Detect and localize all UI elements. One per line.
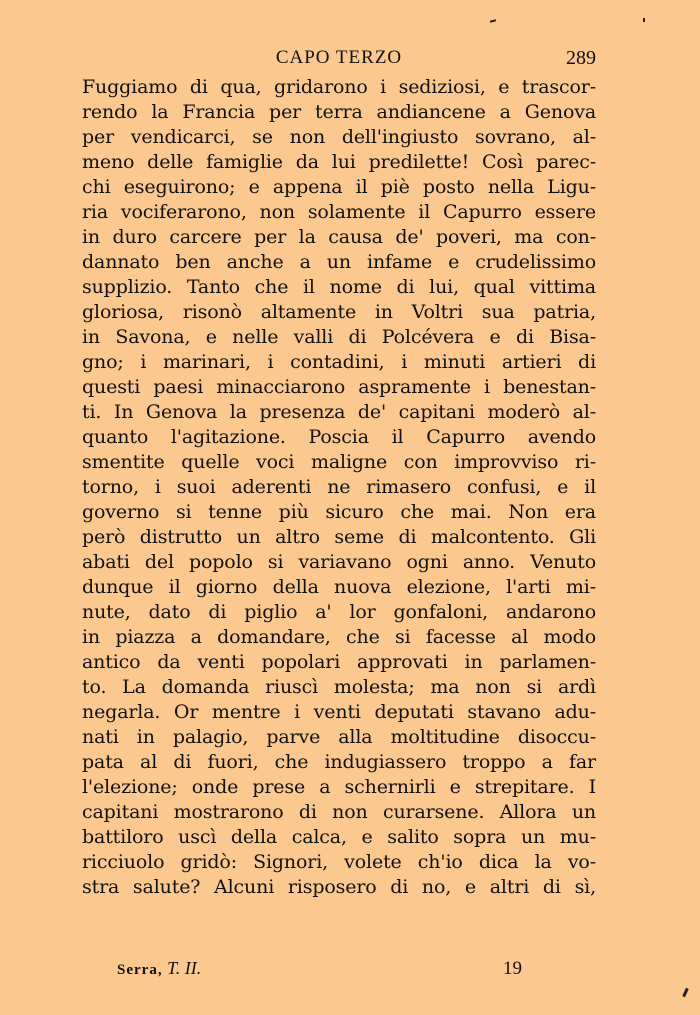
ink-speck [490, 19, 496, 22]
text-line: dannato ben anche a un infame e crudelissimo [82, 251, 596, 273]
text-line: nati in palagio, parve alla moltitudine disoccu- [82, 726, 596, 748]
footer-volume: T. II. [167, 958, 202, 978]
page-number: 289 [566, 47, 596, 69]
text-line: chi eseguirono; e appena il piè posto nella Ligu- [82, 176, 596, 198]
text-line: l'elezione; onde prese a schernirli e strepitare. I [82, 776, 596, 798]
text-line: in piazza a domandare, che si facesse al modo [82, 626, 596, 648]
text-line: rendo la Francia per terra andiancene a Genova [82, 101, 596, 123]
text-line: ti. In Genova la presenza de' capitani moderò al- [82, 401, 596, 423]
text-line: abati del popolo si variavano ogni anno. Venuto [82, 551, 596, 573]
text-line: smentite quelle voci maligne con improvviso ri- [82, 451, 596, 473]
footer-signature [117, 958, 201, 979]
text-line: to. La domanda riuscì molesta; ma non si ardì [82, 676, 596, 698]
text-line: negarla. Or mentre i venti deputati stavano adu- [82, 701, 596, 723]
text-line: quanto l'agitazione. Poscia il Capurro avendo [82, 426, 596, 448]
chapter-title: CAPO TERZO [275, 47, 403, 68]
text-line: in Savona, e nelle valli di Polcévera e di Bisa- [82, 326, 596, 348]
running-head [82, 47, 596, 73]
text-line: però distrutto un altro seme di malcontento. Gli [82, 526, 596, 548]
text-line: Fuggiamo di qua, gridarono i sediziosi, e trascor- [82, 76, 596, 98]
signature-number: 19 [503, 958, 522, 979]
text-line: capitani mostrarono di non curarsene. Allora un [82, 801, 596, 823]
ink-speck [643, 18, 645, 22]
text-line: pata al di fuori, che indugiassero troppo a far [82, 751, 596, 773]
text-line: supplizio. Tanto che il nome di lui, qual vittima [82, 276, 596, 298]
text-line: in duro carcere per la causa de' poveri, ma con- [82, 226, 596, 248]
footer-author: Serra, [117, 962, 163, 978]
text-line: meno delle famiglie da lui predilette! Così parec- [82, 151, 596, 173]
page-footer [117, 958, 537, 984]
text-line: nute, dato di piglio a' lor gonfaloni, andarono [82, 601, 596, 623]
text-line: stra salute? Alcuni risposero di no, e altri di sì, [82, 876, 596, 898]
text-line: gloriosa, risonò altamente in Voltri sua patria, [82, 301, 596, 323]
text-line: governo si tenne più sicuro che mai. Non era [82, 501, 596, 523]
text-line: dunque il giorno della nuova elezione, l'arti mi- [82, 576, 596, 598]
ink-speck [682, 988, 689, 997]
text-line: ria vociferarono, non solamente il Capurro essere [82, 201, 596, 223]
text-line: per vendicarci, se non dell'ingiusto sovrano, al- [82, 126, 596, 148]
text-line: battiloro uscì della calca, e salito sopra un mu- [82, 826, 596, 848]
text-line: ricciuolo gridò: Signori, volete ch'io dica la vo- [82, 851, 596, 873]
text-line: gno; i marinari, i contadini, i minuti artieri di [82, 351, 596, 373]
text-line: antico da venti popolari approvati in parlamen- [82, 651, 596, 673]
text-line: questi paesi minacciarono aspramente i benestan- [82, 376, 596, 398]
body-text [82, 75, 596, 900]
text-line: torno, i suoi aderenti ne rimasero confusi, e il [82, 476, 596, 498]
